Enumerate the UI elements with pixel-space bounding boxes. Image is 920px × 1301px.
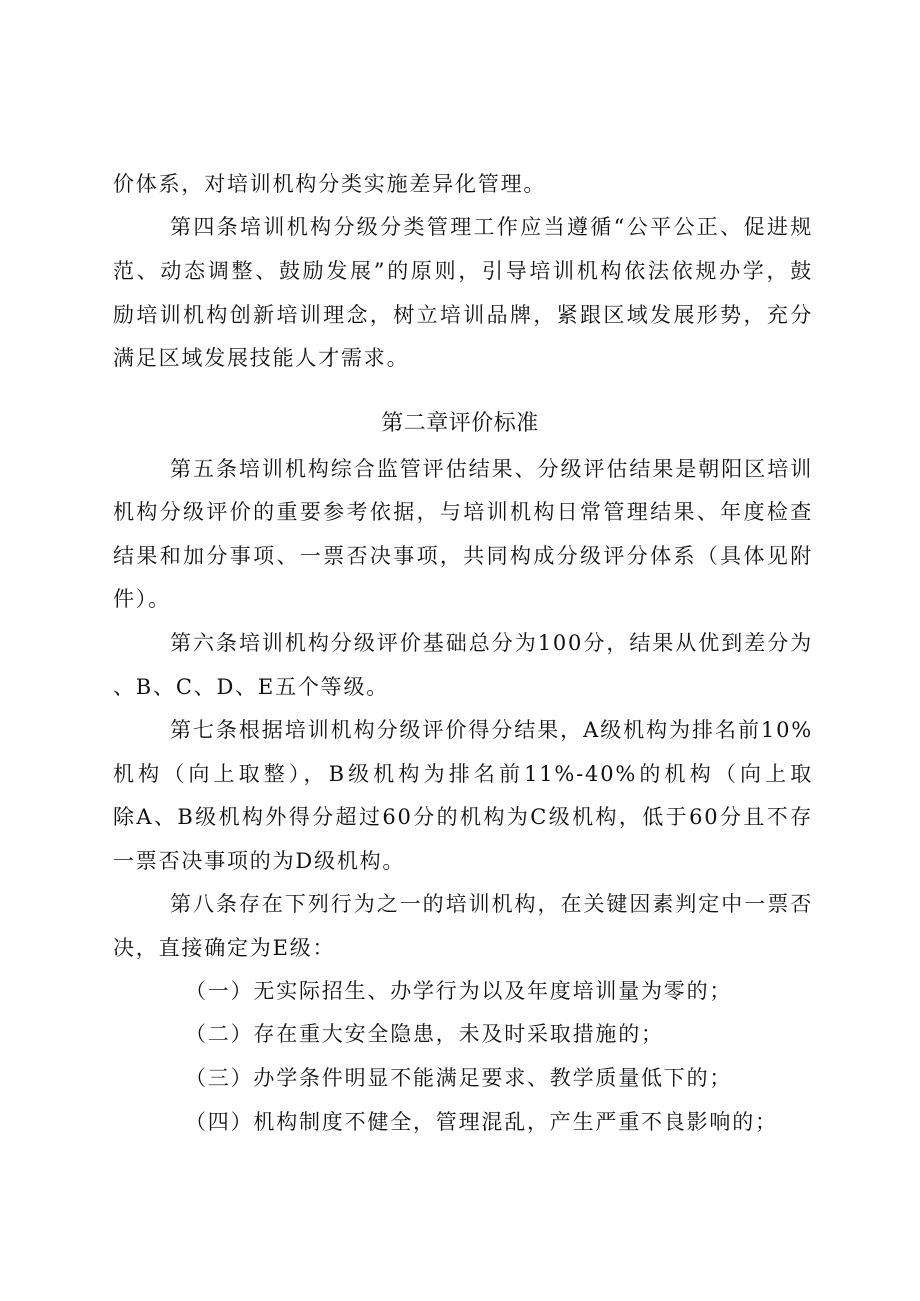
article-8-line: 第八条存在下列行为之一的培训机构，在关键因素判定中一票否 [170,892,813,916]
article-7-line: 一票否决事项的为D级机构。 [113,849,406,873]
article-8-line: 决，直接确定为E级： [113,936,336,960]
article-4-line: 励培训机构创新培训理念，树立培训品牌，紧跟区域发展形势，充分 [113,303,813,327]
list-item: （三）办学条件明显不能满足要求、教学质量低下的； [185,1066,733,1090]
list-item: （二）存在重大安全隐患，未及时采取措施的； [185,1022,664,1046]
article-5-line: 第五条培训机构综合监管评估结果、分级评估结果是朝阳区培训 [170,457,813,481]
chapter-heading: 第二章评价标准 [381,411,539,436]
article-7-line: 第七条根据培训机构分级评价得分结果，A级机构为排名前10% [170,718,813,742]
list-item: （一）无实际招生、办学行为以及年度培训量为零的； [185,979,733,1003]
article-5-line: 机构分级评价的重要参考依据，与培训机构日常管理结果、年度检查 [113,500,813,524]
article-4-line: 范、动态调整、鼓励发展”的原则，引导培训机构依法依规办学，鼓 [113,259,813,283]
article-4-line: 第四条培训机构分级分类管理工作应当遵循“公平公正、促进规 [170,215,813,239]
article-6-line: 第六条培训机构分级评价基础总分为100分，结果从优到差分为 [170,631,813,655]
article-5-line: 结果和加分事项、一票否决事项，共同构成分级评分体系（具体见附 [113,544,813,568]
article-4-line: 满足区域发展技能人才需求。 [113,346,410,370]
list-item: （四）机构制度不健全，管理混乱，产生严重不良影响的； [185,1110,778,1134]
article-7-line: 机构（向上取整），B级机构为排名前11%-40%的机构（向上取 [113,762,813,786]
article-5-line: 件）。 [113,587,171,611]
article-7-line: 除A、B级机构外得分超过60分的机构为C级机构，低于60分且不存 [113,805,813,829]
article-6-line: 、B、C、D、E五个等级。 [113,675,390,699]
paragraph-line: 价体系，对培训机构分类实施差异化管理。 [113,172,547,196]
